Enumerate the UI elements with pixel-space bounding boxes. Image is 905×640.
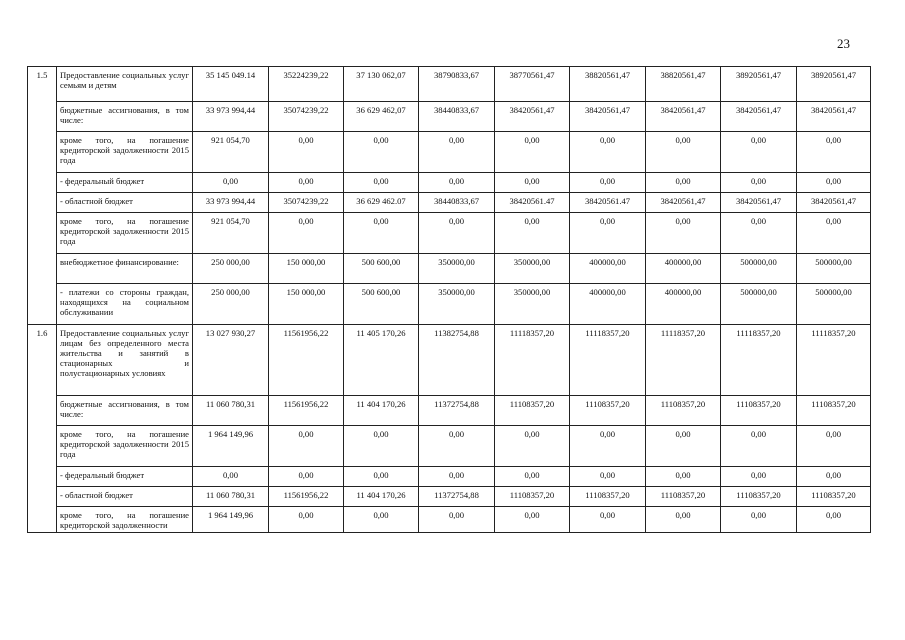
value-cell: 0,00 (495, 132, 570, 173)
table-row (28, 193, 871, 213)
value-cell: 11 405 170,26 (344, 325, 419, 396)
value-cell: 0,00 (570, 426, 646, 467)
table-row (28, 507, 871, 533)
table-row (28, 426, 871, 467)
value-cell: 11561956,22 (269, 396, 344, 426)
value-cell: 11108357,20 (721, 487, 797, 507)
table-row (28, 487, 871, 507)
value-cell: 0,00 (344, 467, 419, 487)
value-cell: 1 964 149,96 (193, 507, 269, 533)
value-cell: 350000,00 (495, 254, 570, 284)
table-row (28, 213, 871, 254)
value-cell: 11108357,20 (495, 487, 570, 507)
value-cell: 0,00 (495, 213, 570, 254)
table-row (28, 102, 871, 132)
row-label: Предоставление социальных услуг лицам без определенного места жительства и занятий в стационарных и полустационарных условиях (57, 325, 193, 396)
value-cell: 38820561,47 (570, 67, 646, 102)
value-cell: 0,00 (269, 426, 344, 467)
value-cell: 400000,00 (646, 254, 721, 284)
value-cell: 0,00 (495, 426, 570, 467)
value-cell: 11372754,88 (419, 487, 495, 507)
table-row (28, 284, 871, 325)
value-cell: 400000,00 (570, 254, 646, 284)
row-label: бюджетные ассигнования, в том числе: (57, 396, 193, 426)
value-cell: 350000,00 (419, 284, 495, 325)
value-cell: 150 000,00 (269, 254, 344, 284)
value-cell: 0,00 (797, 132, 871, 173)
value-cell: 500 600,00 (344, 284, 419, 325)
value-cell: 11 404 170,26 (344, 487, 419, 507)
value-cell: 0,00 (344, 426, 419, 467)
value-cell: 0,00 (646, 173, 721, 193)
value-cell: 11118357,20 (797, 325, 871, 396)
row-label: внебюджетное финансирование: (57, 254, 193, 284)
table-row (28, 132, 871, 173)
value-cell: 400000,00 (570, 284, 646, 325)
value-cell: 921 054,70 (193, 132, 269, 173)
value-cell: 11561956,22 (269, 325, 344, 396)
value-cell: 0,00 (570, 173, 646, 193)
value-cell: 38440833,67 (419, 102, 495, 132)
value-cell: 0,00 (495, 507, 570, 533)
value-cell: 0,00 (721, 426, 797, 467)
value-cell: 250 000,00 (193, 284, 269, 325)
value-cell: 0,00 (344, 507, 419, 533)
value-cell: 921 054,70 (193, 213, 269, 254)
table-row (28, 396, 871, 426)
value-cell: 11 060 780,31 (193, 396, 269, 426)
value-cell: 0,00 (495, 173, 570, 193)
value-cell: 38420561,47 (495, 102, 570, 132)
value-cell: 0,00 (570, 507, 646, 533)
value-cell: 11108357,20 (646, 487, 721, 507)
value-cell: 350000,00 (495, 284, 570, 325)
page-number: 23 (837, 36, 850, 51)
value-cell: 38790833,67 (419, 67, 495, 102)
value-cell: 0,00 (269, 173, 344, 193)
row-label: кроме того, на погашение кредиторской задолженности 2015 года (57, 213, 193, 254)
value-cell: 0,00 (646, 507, 721, 533)
value-cell: 11108357,20 (646, 396, 721, 426)
value-cell: 0,00 (721, 173, 797, 193)
value-cell: 400000,00 (646, 284, 721, 325)
value-cell: 500000,00 (721, 254, 797, 284)
table-body (28, 67, 871, 533)
value-cell: 250 000,00 (193, 254, 269, 284)
value-cell: 500 600,00 (344, 254, 419, 284)
value-cell: 11118357,20 (495, 325, 570, 396)
value-cell: 0,00 (797, 467, 871, 487)
row-label: - областной бюджет (57, 193, 193, 213)
value-cell: 0,00 (570, 213, 646, 254)
table-row (28, 325, 871, 396)
value-cell: 35074239,22 (269, 193, 344, 213)
value-cell: 13 027 930,27 (193, 325, 269, 396)
value-cell: 0,00 (419, 173, 495, 193)
value-cell: 38420561.47 (570, 193, 646, 213)
section-index: 1.5 (28, 67, 57, 325)
value-cell: 0,00 (193, 173, 269, 193)
value-cell: 0,00 (419, 132, 495, 173)
value-cell: 0,00 (797, 507, 871, 533)
value-cell: 11 060 780,31 (193, 487, 269, 507)
value-cell: 11118357,20 (646, 325, 721, 396)
value-cell: 33 973 994,44 (193, 102, 269, 132)
value-cell: 38920561,47 (721, 67, 797, 102)
value-cell: 11382754,88 (419, 325, 495, 396)
value-cell: 0,00 (269, 507, 344, 533)
value-cell: 0,00 (344, 132, 419, 173)
row-label: кроме того, на погашение кредиторской задолженности 2015 года (57, 426, 193, 467)
value-cell: 38420561.47 (495, 193, 570, 213)
table-row (28, 467, 871, 487)
value-cell: 11108357,20 (570, 487, 646, 507)
value-cell: 0,00 (495, 467, 570, 487)
value-cell: 0,00 (570, 132, 646, 173)
value-cell: 11108357,20 (721, 396, 797, 426)
value-cell: 38420561,47 (797, 102, 871, 132)
value-cell: 0,00 (721, 507, 797, 533)
value-cell: 11 404 170,26 (344, 396, 419, 426)
value-cell: 0,00 (269, 132, 344, 173)
table-row (28, 67, 871, 102)
value-cell: 11108357,20 (797, 396, 871, 426)
value-cell: 0,00 (646, 426, 721, 467)
value-cell: 11108357,20 (797, 487, 871, 507)
value-cell: 38420561,47 (721, 193, 797, 213)
value-cell: 38440833,67 (419, 193, 495, 213)
value-cell: 0,00 (570, 467, 646, 487)
value-cell: 11108357,20 (495, 396, 570, 426)
budget-table (27, 66, 871, 533)
value-cell: 0,00 (193, 467, 269, 487)
value-cell: 35 145 049.14 (193, 67, 269, 102)
value-cell: 1 964 149,96 (193, 426, 269, 467)
value-cell: 11108357,20 (570, 396, 646, 426)
table-row (28, 254, 871, 284)
row-label: кроме того, на погашение кредиторской задолженности (57, 507, 193, 533)
value-cell: 0,00 (721, 213, 797, 254)
value-cell: 38770561,47 (495, 67, 570, 102)
value-cell: 0,00 (646, 132, 721, 173)
value-cell: 36 629 462.07 (344, 193, 419, 213)
value-cell: 500000,00 (797, 284, 871, 325)
value-cell: 0,00 (646, 213, 721, 254)
value-cell: 500000,00 (721, 284, 797, 325)
value-cell: 36 629 462,07 (344, 102, 419, 132)
value-cell: 0,00 (269, 467, 344, 487)
value-cell: 0,00 (344, 173, 419, 193)
value-cell: 35224239,22 (269, 67, 344, 102)
row-label: - областной бюджет (57, 487, 193, 507)
value-cell: 38420561,47 (721, 102, 797, 132)
value-cell: 38420561,47 (646, 193, 721, 213)
row-label: бюджетные ассигнования, в том числе: (57, 102, 193, 132)
value-cell: 0,00 (797, 213, 871, 254)
value-cell: 37 130 062,07 (344, 67, 419, 102)
value-cell: 0,00 (344, 213, 419, 254)
value-cell: 38420561,47 (797, 193, 871, 213)
value-cell: 0,00 (419, 213, 495, 254)
value-cell: 0,00 (646, 467, 721, 487)
value-cell: 11118357,20 (570, 325, 646, 396)
value-cell: 0,00 (269, 213, 344, 254)
value-cell: 150 000,00 (269, 284, 344, 325)
value-cell: 0,00 (419, 467, 495, 487)
value-cell: 11372754,88 (419, 396, 495, 426)
value-cell: 11561956,22 (269, 487, 344, 507)
row-label: - платежи со стороны граждан, находящихся на социальном обслуживании (57, 284, 193, 325)
row-label: - федеральный бюджет (57, 467, 193, 487)
row-label: - федеральный бюджет (57, 173, 193, 193)
value-cell: 38420561,47 (646, 102, 721, 132)
value-cell: 38820561,47 (646, 67, 721, 102)
value-cell: 38920561,47 (797, 67, 871, 102)
value-cell: 0,00 (419, 507, 495, 533)
value-cell: 11118357,20 (721, 325, 797, 396)
row-label: Предоставление социальных услуг семьям и детям (57, 67, 193, 102)
value-cell: 350000,00 (419, 254, 495, 284)
value-cell: 0,00 (419, 426, 495, 467)
value-cell: 35074239,22 (269, 102, 344, 132)
value-cell: 0,00 (797, 426, 871, 467)
value-cell: 500000,00 (797, 254, 871, 284)
value-cell: 0,00 (797, 173, 871, 193)
value-cell: 38420561,47 (570, 102, 646, 132)
row-label: кроме того, на погашение кредиторской задолженности 2015 года (57, 132, 193, 173)
table-row (28, 173, 871, 193)
value-cell: 33 973 994,44 (193, 193, 269, 213)
value-cell: 0,00 (721, 132, 797, 173)
value-cell: 0,00 (721, 467, 797, 487)
section-index: 1.6 (28, 325, 57, 533)
